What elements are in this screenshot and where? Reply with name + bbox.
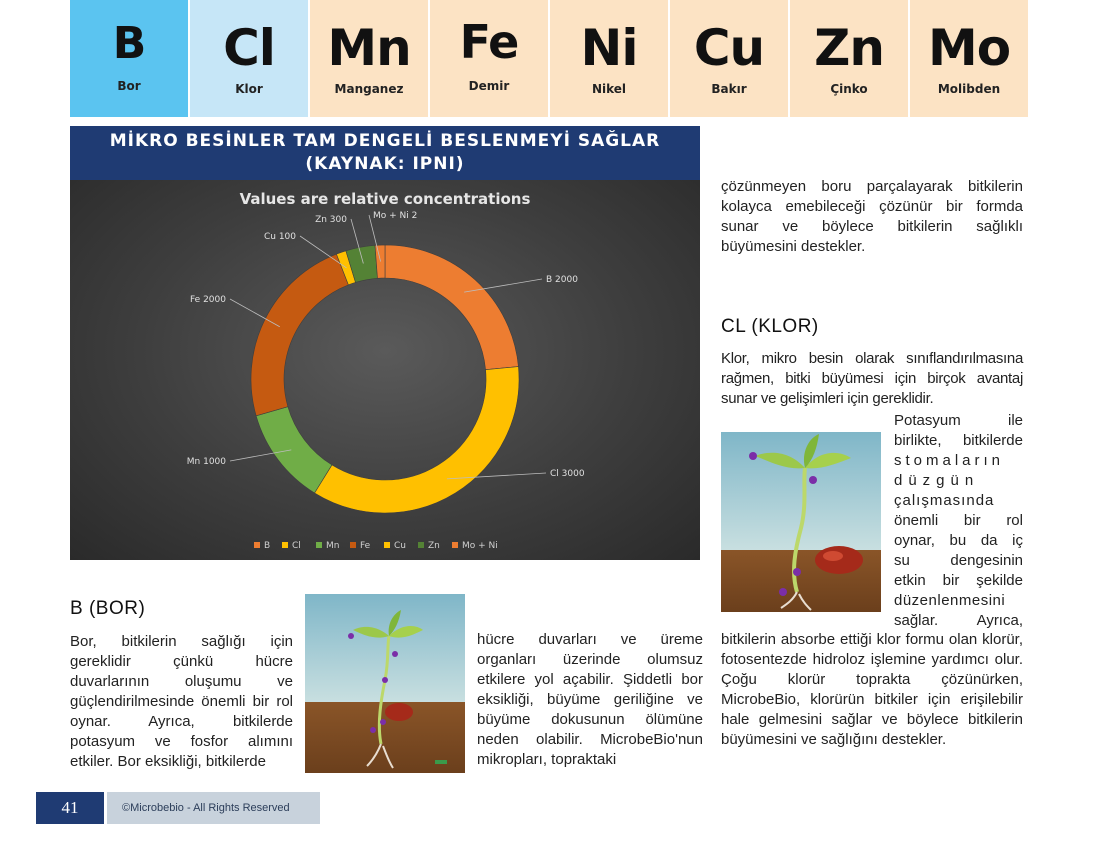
tile-b <box>70 0 188 117</box>
data-label: B 2000 <box>546 275 578 285</box>
data-label: Cu 100 <box>263 232 296 242</box>
side-line: su dengesinin <box>894 552 1023 569</box>
legend-label: Mo + Ni <box>462 541 498 551</box>
side-line: Potasyum ile <box>894 412 1023 429</box>
side-line: önemli bir rol <box>894 512 1023 529</box>
tile-symbol: Cl <box>223 19 275 77</box>
legend-label: B <box>264 541 271 551</box>
tile-name: Manganez <box>334 82 404 96</box>
slice-fe <box>251 254 348 416</box>
side-line: sağlar. Ayrıca, <box>894 612 1023 629</box>
slice-b <box>385 245 518 370</box>
tile-symbol: Cu <box>693 19 765 77</box>
tile-symbol: Mn <box>327 19 411 77</box>
tile-zn <box>790 0 908 117</box>
data-label: Zn 300 <box>315 215 347 225</box>
tile-fe <box>430 0 548 117</box>
legend-label: Cu <box>394 541 406 551</box>
tile-symbol: Mo <box>927 19 1011 77</box>
side-line: stomaların <box>894 452 1005 469</box>
legend-swatch <box>282 542 288 548</box>
tile-symbol: Fe <box>459 15 519 69</box>
tile-symbol: B <box>112 18 146 69</box>
copyright-notice: ©Microbebio - All Rights Reserved <box>107 792 320 824</box>
seedling-image-b <box>305 594 465 773</box>
data-label: Mo + Ni 2 <box>373 211 418 221</box>
legend-label: Mn <box>326 541 340 551</box>
legend-swatch <box>384 542 390 548</box>
tile-mo <box>910 0 1028 117</box>
side-line: düzenlenmesini <box>894 592 1006 609</box>
tile-cl <box>190 0 308 117</box>
side-line: düzgün <box>894 472 980 489</box>
side-line: etkin bir şekilde <box>894 572 1023 589</box>
legend-swatch <box>350 542 356 548</box>
cl-intro-paragraph: Klor, mikro besin olarak sınıflandırılmasına rağmen, bitki büyümesi için birçok avantaj sunar ve gelişimleri için gereklidir. <box>721 350 1023 407</box>
cl-heading: CL (KLOR) <box>721 316 819 337</box>
donut-chart <box>70 180 700 560</box>
cl-side-text <box>894 411 1023 631</box>
legend-label: Cl <box>292 541 301 551</box>
tile-name: Klor <box>235 82 263 96</box>
tile-mn <box>310 0 428 117</box>
top-right-paragraph: çözünmeyen boru parçalayarak bitkilerin kolayca emebileceği çözünür bir formda sunar ve böylece bitkilerin sağlıklı büyümesini destekler. <box>721 178 1023 255</box>
tile-name: Molibden <box>937 82 1001 96</box>
legend-swatch <box>418 542 424 548</box>
chart-svg <box>70 180 700 560</box>
tile-ni <box>550 0 668 117</box>
legend-swatch <box>452 542 458 548</box>
b-heading: B (BOR) <box>70 598 146 619</box>
tile-name: Bor <box>117 79 141 93</box>
data-label: Fe 2000 <box>190 295 226 305</box>
slice-mn <box>256 407 332 493</box>
side-line: oynar, bu da iç <box>894 532 1023 549</box>
b-paragraph: Bor, bitkilerin sağlığı için gereklidir çünkü hücre duvarlarının oluşumu ve güçlendirilmesinde önemli bir rol oynar. Ayrıca, bitkilerde potasyum ve fosfor alımını etkiler. Bor eksikliği, bitkilerde <box>70 633 293 770</box>
tile-name: Bakır <box>711 82 747 96</box>
tile-symbol: Zn <box>814 19 884 77</box>
data-label: Cl 3000 <box>550 469 585 479</box>
side-line: birlikte, bitkilerde <box>894 432 1023 449</box>
element-tiles <box>70 0 1030 117</box>
data-label: Mn 1000 <box>186 457 226 467</box>
tile-name: Çinko <box>830 82 868 96</box>
side-line: çalışmasında <box>894 492 995 509</box>
slice-cl <box>315 367 519 513</box>
legend-label: Fe <box>360 541 371 551</box>
legend-swatch <box>254 542 260 548</box>
legend-label: Zn <box>428 541 440 551</box>
tile-name: Demir <box>468 79 510 93</box>
cl-continuation-paragraph: bitkilerin absorbe ettiği klor formu olan klorür, fotosentezde hidroloz işlemine yardımcı olur. Çoğu klorür toprakta çözünürken, MicrobeBio, klorürün bitkiler için erişilebilir hale gelmesini sağlar ve böylece bitkilerin büyümesini ve sağlığını destekler. <box>721 631 1023 748</box>
page-number: 41 <box>36 792 104 824</box>
seedling-image-cl <box>721 432 881 612</box>
tile-symbol: Ni <box>580 19 638 77</box>
middle-paragraph: hücre duvarları ve üreme organları üzerinde olumsuz etkilere yol açabilir. Şiddetli bor eksikliği, büyüme geriliğine ve büyüme dokusunun ölümüne neden olabilir. MicrobeBio'nun mikropları, topraktaki <box>477 631 703 768</box>
tile-name: Nikel <box>591 82 627 96</box>
chart-title: Values are relative concentrations <box>239 190 531 208</box>
legend-swatch <box>316 542 322 548</box>
tile-cu <box>670 0 788 117</box>
chart-header: MİKRO BESİNLER TAM DENGELİ BESLENMEYİ SAĞLAR (KAYNAK: IPNI) <box>70 126 700 180</box>
